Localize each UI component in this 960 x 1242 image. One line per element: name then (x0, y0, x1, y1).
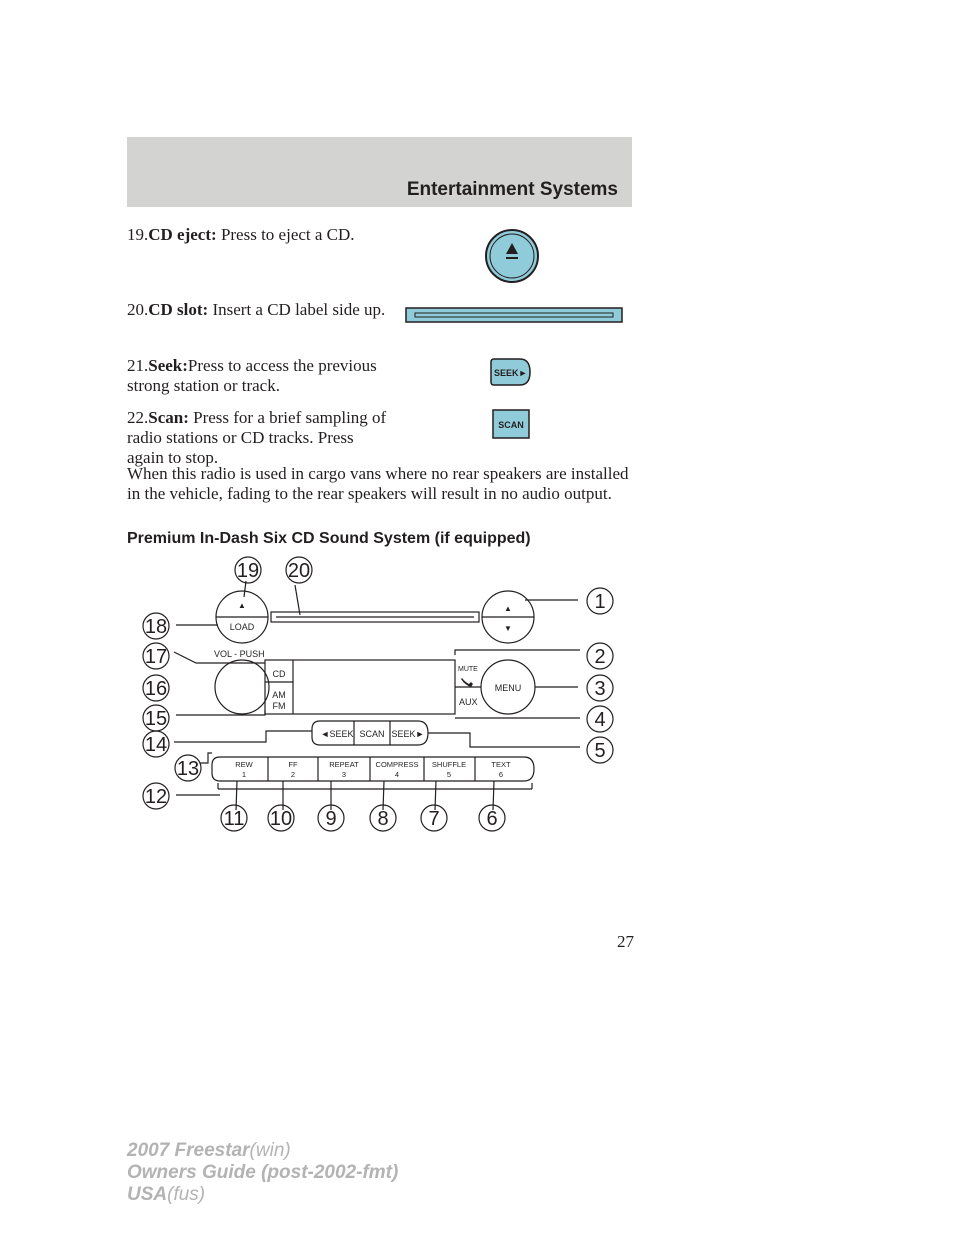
callout-17: 17 (144, 646, 168, 668)
item-desc: Insert a CD label side up. (208, 300, 386, 319)
tune-up-arrow: ▲ (504, 604, 512, 613)
preset-5-name: SHUFFLE (431, 760, 467, 769)
callout-4: 4 (594, 709, 606, 731)
footer-market: USA (127, 1184, 168, 1205)
preset-3-num: 3 (341, 770, 347, 779)
vol-push-label: VOL - PUSH (214, 649, 265, 659)
page-number: 27 (617, 932, 634, 951)
menu-label: MENU (494, 683, 522, 693)
callout-10: 10 (269, 808, 293, 830)
preset-6-name: TEXT (491, 760, 511, 769)
callout-14: 14 (144, 734, 168, 756)
scan-label: SCAN (359, 729, 385, 739)
preset-4-num: 4 (394, 770, 400, 779)
item-number: 22. (127, 408, 149, 427)
callout-5: 5 (594, 740, 606, 762)
preset-2-num: 2 (290, 770, 296, 779)
seek-button-icon (490, 358, 532, 386)
item-desc: Press to access the previous strong station or track. (127, 356, 377, 395)
aux-label: AUX (459, 697, 478, 707)
callout-12: 12 (144, 786, 168, 808)
callout-19: 19 (236, 560, 260, 582)
callout-7: 7 (428, 808, 440, 830)
seek-right-label: SEEK► (391, 729, 425, 739)
item-name: CD eject: (148, 225, 217, 244)
cd-eject-button-icon (484, 228, 540, 284)
footer-guide: Owners Guide (post-2002-fmt) (127, 1162, 399, 1183)
callout-1: 1 (594, 591, 606, 613)
seek-icon-label: SEEK► (494, 368, 528, 378)
item-cd-eject (127, 225, 392, 245)
cd-slot-icon (405, 307, 623, 323)
eject-up-arrow: ▲ (238, 601, 246, 610)
tune-down-arrow: ▼ (504, 624, 512, 633)
item-cd-slot (127, 300, 392, 320)
callout-18: 18 (144, 616, 168, 638)
item-scan (127, 408, 392, 468)
preset-3-name: REPEAT (329, 760, 359, 769)
callout-15: 15 (144, 708, 168, 730)
item-name: Seek: (148, 356, 188, 375)
scan-button-icon (492, 409, 530, 439)
scan-icon-label: SCAN (498, 420, 524, 430)
document-footer (127, 1140, 398, 1206)
item-number: 21. (127, 356, 149, 375)
seek-left-label: ◄SEEK (320, 729, 354, 739)
callout-2: 2 (594, 646, 606, 668)
fm-label: FM (272, 701, 286, 711)
item-desc: Press to eject a CD. (216, 225, 355, 244)
preset-6-num: 6 (498, 770, 504, 779)
item-name: CD slot: (148, 300, 209, 319)
preset-2-name: FF (288, 760, 298, 769)
callout-3: 3 (594, 678, 606, 700)
volume-knob-outline (215, 660, 269, 714)
phone-icon (461, 677, 473, 687)
callout-9: 9 (325, 808, 337, 830)
callout-11: 11 (223, 808, 245, 830)
section-title: Premium In-Dash Six CD Sound System (if equipped) (127, 530, 531, 547)
header-title: Entertainment Systems (406, 179, 618, 200)
load-label: LOAD (229, 622, 255, 632)
page-header (127, 137, 632, 207)
footer-model: 2007 Freestar (127, 1140, 250, 1161)
preset-1-name: REW (235, 760, 253, 769)
item-number: 19. (127, 225, 149, 244)
footer-model-code: (win) (249, 1140, 291, 1161)
cargo-van-note: When this radio is used in cargo vans where no rear speakers are installed in the vehicle, fading to the rear speakers will result in no audio output. (127, 464, 629, 503)
radio-diagram (140, 555, 630, 845)
cd-label: CD (272, 669, 286, 679)
item-number: 20. (127, 300, 149, 319)
callout-16: 16 (144, 678, 168, 700)
preset-1-num: 1 (241, 770, 247, 779)
preset-4-name: COMPRESS (375, 760, 419, 769)
am-label: AM (272, 690, 286, 700)
footer-market-code: (fus) (167, 1184, 206, 1205)
mute-label: MUTE (458, 666, 478, 673)
callout-8: 8 (377, 808, 389, 830)
callout-13: 13 (176, 758, 200, 780)
preset-5-num: 5 (446, 770, 452, 779)
item-name: Scan: (148, 408, 189, 427)
item-seek (127, 356, 392, 396)
callout-6: 6 (486, 808, 498, 830)
item-desc: Press for a brief sampling of radio stations or CD tracks. Press again to stop. (127, 408, 387, 467)
callout-20: 20 (287, 560, 311, 582)
